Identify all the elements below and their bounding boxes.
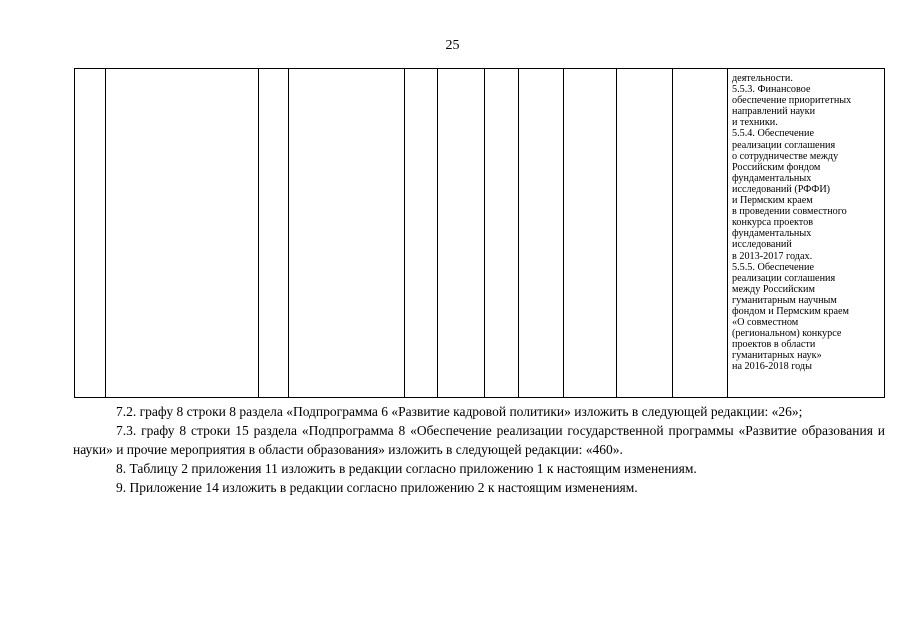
column-divider xyxy=(105,69,106,397)
cell-line: исследований (РФФИ) xyxy=(732,183,831,195)
cell-line: на 2016-2018 годы xyxy=(732,361,812,373)
continuation-table xyxy=(74,68,885,398)
column-divider xyxy=(404,69,405,397)
column-divider xyxy=(672,69,673,397)
column-divider xyxy=(616,69,617,397)
column-divider xyxy=(484,69,485,397)
column-divider xyxy=(518,69,519,397)
cell-line: и техники. xyxy=(732,117,778,129)
cell-line: деятельности. xyxy=(732,73,793,84)
cell-line: о сотрудничестве между xyxy=(732,150,839,162)
cell-line: исследований xyxy=(732,239,792,251)
cell-line: проектов в области xyxy=(732,339,816,351)
cell-line: фундаментальных xyxy=(732,172,812,184)
paragraph: 9. Приложение 14 изложить в редакции согласно приложению 2 к настоящим изменениям. xyxy=(116,480,638,495)
cell-line: 5.5.3. Финансовое xyxy=(732,84,811,96)
cell-line: 5.5.4. Обеспечение xyxy=(732,128,814,140)
cell-line: обеспечение приоритетных xyxy=(732,95,852,107)
cell-line: гуманитарным научным xyxy=(732,294,837,306)
column-divider xyxy=(437,69,438,397)
cell-line: «О совместном xyxy=(732,317,799,329)
table-cell-content xyxy=(732,73,884,373)
paragraph: 7.2. графу 8 строки 8 раздела «Подпрограмма 6 «Развитие кадровой политики» изложить в следующей редакции: «26»; xyxy=(116,404,803,419)
document-body xyxy=(73,402,885,497)
cell-line: фундаментальных xyxy=(732,228,812,240)
cell-line: реализации соглашения xyxy=(732,139,836,151)
column-divider xyxy=(727,69,728,397)
cell-line: в проведении совместного xyxy=(732,206,847,218)
column-divider xyxy=(563,69,564,397)
cell-line: Российским фондом xyxy=(732,161,821,173)
cell-line: между Российским xyxy=(732,283,815,295)
cell-line: и Пермским краем xyxy=(732,195,813,207)
column-divider xyxy=(288,69,289,397)
cell-line: в 2013-2017 годах. xyxy=(732,250,813,262)
cell-line: 5.5.5. Обеспечение xyxy=(732,261,814,273)
column-divider xyxy=(258,69,259,397)
cell-line: реализации соглашения xyxy=(732,272,836,284)
paragraph: 8. Таблицу 2 приложения 11 изложить в редакции согласно приложению 1 к настоящим изменениям. xyxy=(116,461,697,476)
cell-line: гуманитарных наук» xyxy=(732,350,822,362)
cell-line: фондом и Пермским краем xyxy=(732,305,849,317)
cell-line: конкурса проектов xyxy=(732,217,814,229)
page-number: 25 xyxy=(445,38,460,53)
cell-line: направлений науки xyxy=(732,106,816,118)
cell-line: (региональном) конкурсе xyxy=(732,328,842,340)
paragraph: 7.3. графу 8 строки 15 раздела «Подпрограмма 8 «Обеспечение реализации государственной программы «Развитие образования и науки» и прочие мероприятия в области образования» изложить в следующей редакции: «460». xyxy=(73,423,885,457)
